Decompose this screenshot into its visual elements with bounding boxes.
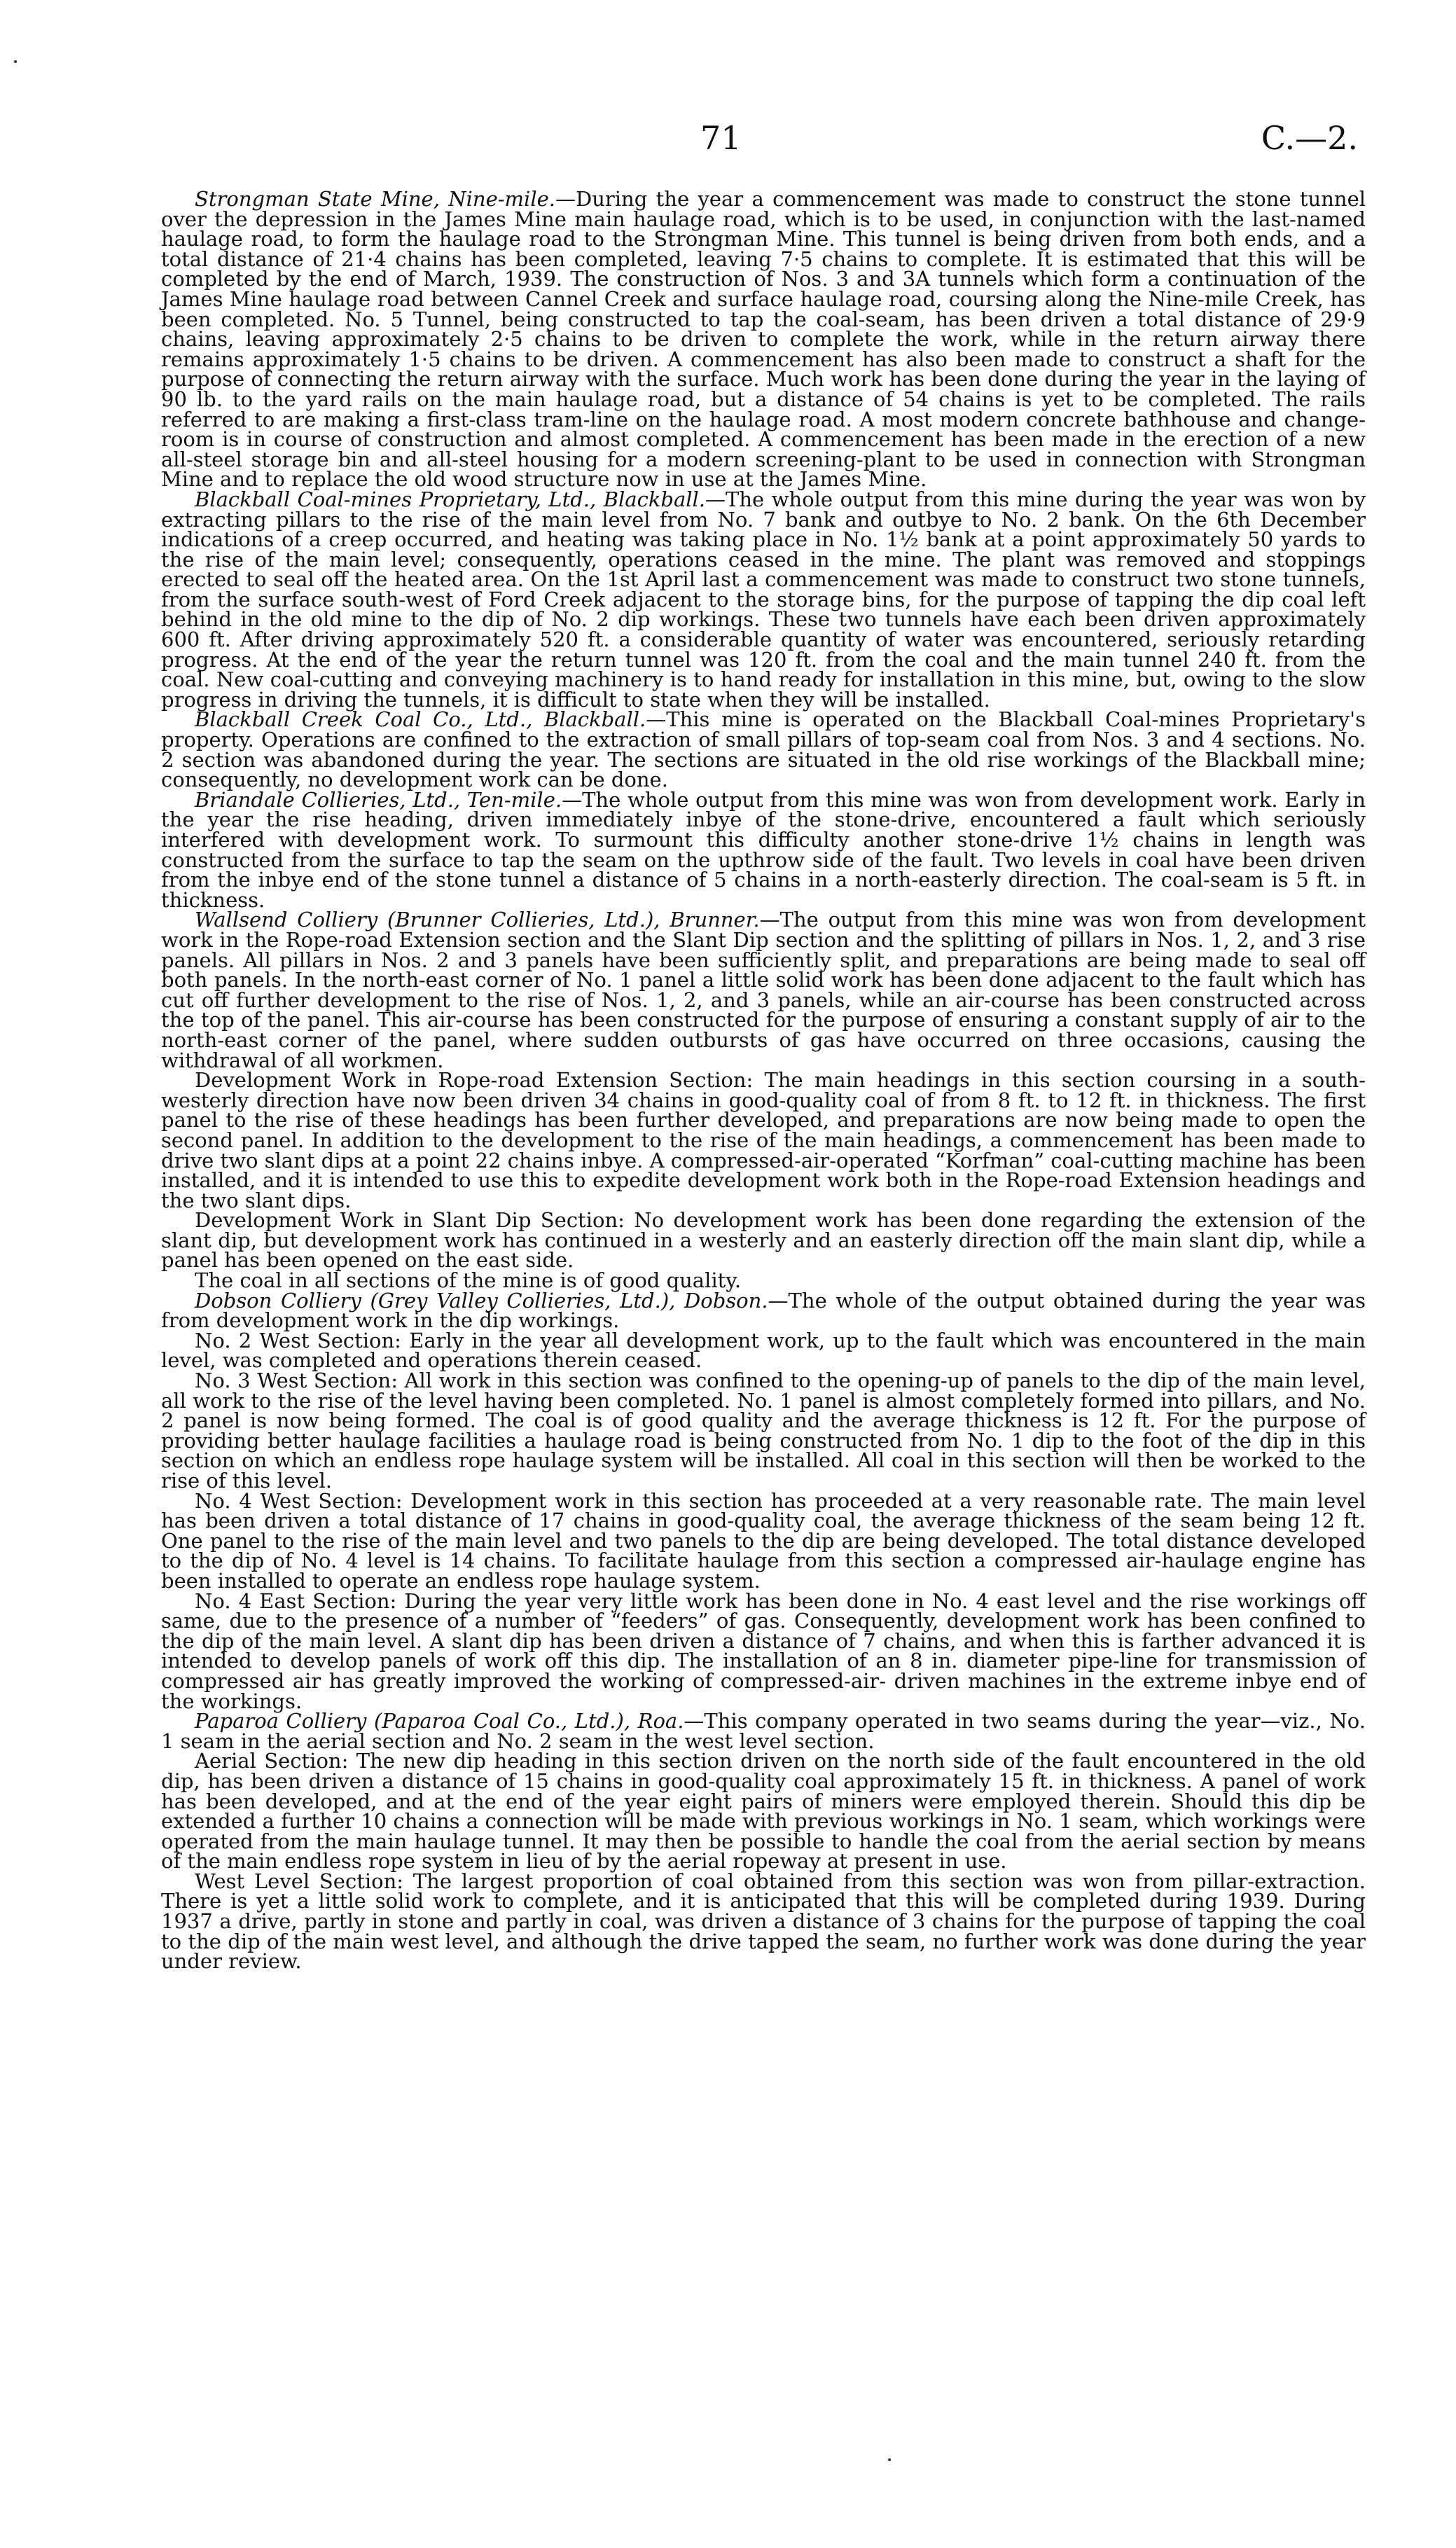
paragraph-dobson — [161, 1288, 1366, 1333]
paragraph-paparoa — [161, 1711, 1366, 1751]
paragraph-text: Aerial Section: The new dip heading in this section driven on the north side of the fault encountered in the old dip, has been driven a distance of 15 chains in good-quality coal approximately 15 ft. in thickness. A panel of work has been developed, and at the end of the year eight pairs of miners were employed therein. Should this dip be extended a further 10 chains a connection will be made with previous workings in No. 1 seam, which workings were operated from the main haulage tunnel. It may then be possible to handle the coal from the aerial section by means of the main endless rope system in lieu of by the aerial ropeway at present in use. — [161, 1749, 1366, 1874]
paragraph-title: Paparoa Colliery (Paparoa Coal Co., Ltd.), Roa. — [195, 1709, 684, 1733]
paragraph-text: West Level Section: The largest proportion of coal obtained from this section was won from pillar-extraction. There is yet a little solid work to complete, and it is anticipated that this will be completed during 1939. During 1937 a drive, partly in stone and partly in coal, was driven a distance of 3 chains for the purpose of tapping the coal to the dip of the main west level, and although the drive tapped the seam, no further work was done during the year under review. — [161, 1869, 1366, 1974]
paragraph-text: —This mine is operated on the Blackball Coal-mines Proprietary's property. Operations are confined to the extraction of small pillars of top-seam coal from Nos. 3 and 4 sections. No. 2 section was abandoned during the year. The sections are situated in the old rise workings of the Blackball mine; consequently, no development work can be done. — [161, 707, 1366, 792]
paragraph-text: —This company operated in two seams during the year—viz., No. 1 seam in the aerial section and No. 2 seam in the west level section. — [161, 1709, 1366, 1753]
paragraph-blackball-creek — [161, 707, 1366, 792]
paragraph-text: Development Work in Slant Dip Section: No development work has been done regarding the extension of the slant dip, but development work has continued in a westerly and an easterly direction off the main slant dip, while a panel has been opened on the east side. — [161, 1208, 1366, 1273]
paragraph-text: Development Work in Rope-road Extension Section: The main headings in this section coursing in a south-westerly direction have now been driven 34 chains in good-quality coal of from 8 ft. to 12 ft. in thickness. The first panel to the rise of these headings has been further developed, and preparations are now being made to open the second panel. In addition to the development to the rise of the main headings, a commencement has been made to drive two slant dips at a point 22 chains inbye. A compressed-air-operated “Korfman” coal-cutting machine has been installed, and it is intended to use this to expedite development work both in the Rope-road Extension headings and the two slant dips. — [161, 1068, 1366, 1212]
paragraph-text: —The whole output from this mine was won from development work. Early in the year the rise heading, driven immediately inbye of the stone-drive, encountered a fault which seriously interfered with development work. To surmount this difficulty another stone-drive 1½ chains in length was constructed from the surface to tap the seam on the upthrow side of the fault. Two levels in coal have been driven from the inbye end of the stone tunnel a distance of 5 chains in a north-easterly direction. The coal-seam is 5 ft. in thickness. — [161, 787, 1366, 912]
paragraph-briandale — [161, 787, 1366, 912]
paragraph-blackball — [161, 487, 1366, 712]
paragraph-text: —During the year a commencement was made to construct the stone tunnel over the depression in the James Mine main haulage road, which is to be used, in conjunction with the last-named haulage road, to form the haulage road to the Strongman Mine. This tunnel is being driven from both ends, and a total distance of 21·4 chains has been completed, leaving 7·5 chains to complete. It is estimated that this will be completed by the end of March, 1939. The construction of Nos. 3 and 3A tunnels which form a continuation of the James Mine haulage road between Cannel Creek and surface haulage road, coursing along the Nine-mile Creek, has been completed. No. 5 Tunnel, being constructed to tap the coal-seam, has been driven a total distance of 29·9 chains, leaving approximately 2·5 chains to be driven to complete the work, while in the return airway there remains approximately 1·5 chains to be driven. A commencement has also been made to construct a shaft for the purpose of connecting the return airway with the surface. Much work has been done during the year in the laying of 90 lb. to the yard rails on the main haulage road, but a distance of 54 chains is yet to be completed. The rails referred to are making a first-class tram-line on the haulage road. A most modern concrete bathhouse and change-room is in course of construction and almost completed. A commencement has been made in the erection of a new all-steel storage bin and all-steel housing for a modern screening-plant to be used in connection with Strongman Mine and to replace the old wood structure now in use at the James Mine. — [161, 187, 1366, 492]
paragraph-coal-quality — [161, 1270, 1366, 1291]
paragraph-rope-road — [161, 1070, 1366, 1210]
report-code: C.—2. — [1261, 119, 1358, 157]
paragraph-text: No. 2 West Section: Early in the year all development work, up to the fault which was encountered in the main level, was completed and operations therein ceased. — [161, 1328, 1366, 1373]
body-text — [161, 189, 1366, 1972]
paragraph-no3-west — [161, 1371, 1366, 1491]
page-number: 71 — [700, 119, 742, 157]
paragraph-slant-dip — [161, 1208, 1366, 1273]
paragraph-text: —The output from this mine was won from development work in the Rope-road Extension section and the Slant Dip section and the splitting of pillars in Nos. 1, 2, and 3 rise panels. All pillars in Nos. 2 and 3 panels have been sufficiently split, and preparations are being made to seal off both panels. In the north-east corner of No. 1 panel a little solid work has been done adjacent to the fault which has cut off further development to the rise of Nos. 1, 2, and 3 panels, while an air-course has been constructed across the top of the panel. This air-course has been constructed for the purpose of ensuring a constant supply of air to the north-east corner of the panel, where sudden outbursts of gas have occurred on three occasions, causing the withdrawal of all workmen. — [161, 908, 1366, 1072]
paragraph-title: Dobson Colliery (Grey Valley Collieries, Ltd.), Dobson. — [195, 1288, 768, 1313]
scan-speck — [14, 60, 17, 63]
paragraph-text: No. 3 West Section: All work in this section was confined to the opening-up of panels to the dip of the main level, all work to the rise of the level having been completed. No. 1 panel is almost completely formed into pillars, and No. 2 panel is now being formed. The coal is of good quality and the average thickness is 12 ft. For the purpose of providing better haulage facilities a haulage road is being constructed from No. 1 dip to the foot of the dip in this section on which an endless rope haulage system will be installed. All coal in this section will then be worked to the rise of this level. — [161, 1369, 1366, 1493]
paragraph-text: No. 4 West Section: Development work in this section has proceeded at a very reasonable rate. The main level has been driven a total distance of 17 chains in good-quality coal, the average thickness of the seam being 12 ft. One panel to the rise of the main level and two panels to the dip are being developed. The total distance developed to the dip of No. 4 level is 14 chains. To facilitate haulage from this section a compressed air-haulage engine has been installed to operate an endless rope haulage system. — [161, 1488, 1366, 1593]
paragraph-title: Blackball Coal-mines Proprietary, Ltd., Blackball. — [195, 487, 706, 511]
paragraph-text: —The whole of the output obtained during the year was from development work in the dip workings. — [161, 1288, 1366, 1333]
paragraph-text: —The whole output from this mine during the year was won by extracting pillars to the rise of the main level from No. 7 bank and outbye to No. 2 bank. On the 6th December indications of a creep occurred, and heating was taking place in No. 1½ bank at a point approximately 50 yards to the rise of the main level; consequently, operations ceased in the mine. The plant was removed and stoppings erected to seal off the heated area. On the 1st April last a commencement was made to construct two stone tunnels, from the surface south-west of Ford Creek adjacent to the storage bins, for the purpose of tapping the dip coal left behind in the old mine to the dip of No. 2 dip workings. These two tunnels have each been driven approximately 600 ft. After driving approximately 520 ft. a considerable quantity of water was encountered, seriously retarding progress. At the end of the year the return tunnel was 120 ft. from the coal and the main tunnel 240 ft. from the coal. New coal-cutting and conveying machinery is to hand ready for installation in this mine, but, owing to the slow progress in driving the tunnels, it is difficult to state when they will be installed. — [161, 487, 1366, 712]
paragraph-text: No. 4 East Section: During the year very little work has been done in No. 4 east level and the rise workings off same, due to the presence of a number of “feeders” of gas. Consequently, development work has been confined to the dip of the main level. A slant dip has been driven a distance of 7 chains, and when this is farther advanced it is intended to develop panels of work off this dip. The installation of an 8 in. diameter pipe-line for transmission of compressed air has greatly improved the working of compressed-air- driven machines in the extreme inbye end of the workings. — [161, 1588, 1366, 1713]
page-header — [0, 119, 1456, 168]
paragraph-text: The coal in all sections of the mine is of good quality. — [195, 1268, 742, 1293]
paragraph-no4-west — [161, 1488, 1366, 1593]
paragraph-wallsend — [161, 910, 1366, 1070]
paragraph-no2-west — [161, 1328, 1366, 1373]
paragraph-no4-east — [161, 1588, 1366, 1713]
paragraph-strongman — [161, 189, 1366, 490]
paragraph-title: Strongman State Mine, Nine-mile. — [195, 187, 555, 211]
scan-speck — [888, 2458, 891, 2461]
paragraph-title: Blackball Creek Coal Co., Ltd., Blackball. — [195, 707, 646, 732]
paragraph-title: Briandale Collieries, Ltd., Ten-mile. — [195, 787, 562, 812]
paragraph-aerial-section — [161, 1749, 1366, 1874]
paragraph-west-level — [161, 1871, 1366, 1972]
paragraph-title: Wallsend Colliery (Brunner Collieries, Ltd.), Brunner. — [195, 908, 760, 932]
